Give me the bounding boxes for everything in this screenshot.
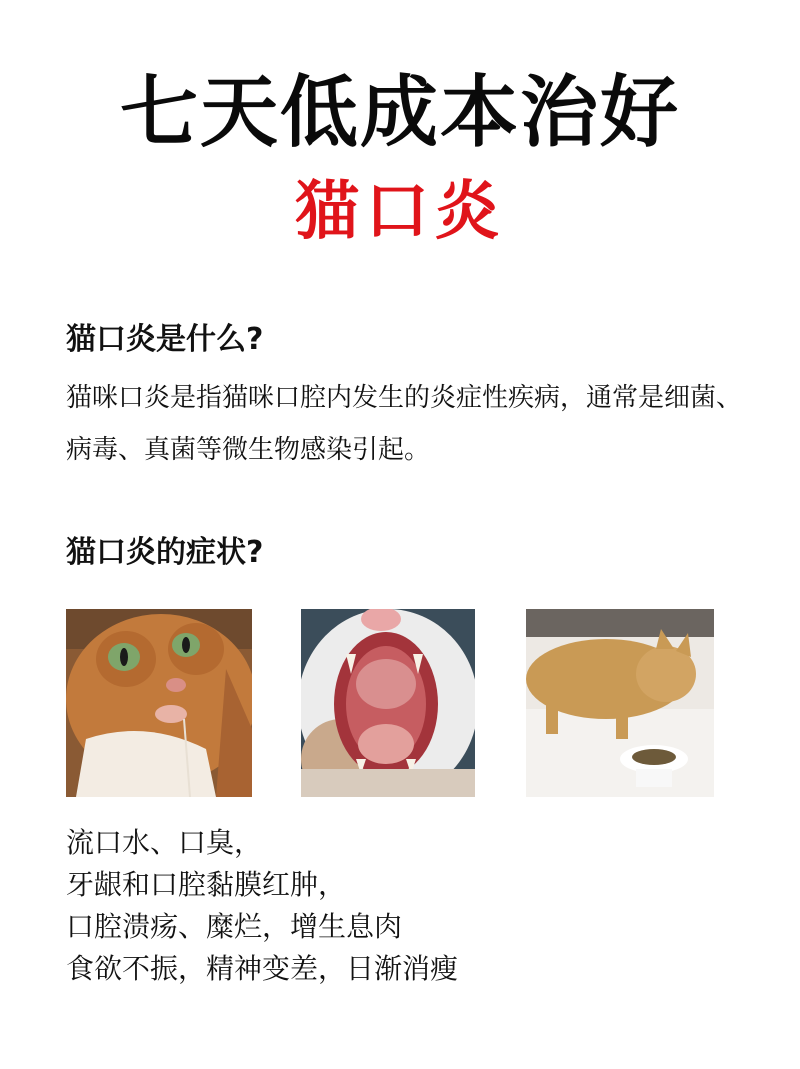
symptom-item: 流口水、口臭， xyxy=(66,826,263,859)
drooling-cat-photo xyxy=(66,609,252,797)
symptom-list xyxy=(66,822,458,990)
open-mouth-cat-photo xyxy=(301,609,475,797)
subtitle: 猫口炎 xyxy=(295,175,505,249)
symptom-item: 食欲不振，精神变差，日渐消瘦 xyxy=(66,952,459,985)
symptoms-heading: 猫口炎的症状? xyxy=(66,535,264,570)
main-title: 七天低成本治好 xyxy=(119,68,680,158)
cat-food-bowl-photo xyxy=(526,609,714,797)
definition-text: 猫咪口炎是指猫咪口腔内发生的炎症性疾病，通常是细菌、病毒、真菌等微生物感染引起。 xyxy=(66,383,743,465)
symptom-item: 口腔溃疡、糜烂，增生息肉 xyxy=(66,910,403,943)
symptom-item: 牙龈和口腔黏膜红肿， xyxy=(66,868,347,901)
what-is-heading: 猫口炎是什么? xyxy=(66,322,264,357)
